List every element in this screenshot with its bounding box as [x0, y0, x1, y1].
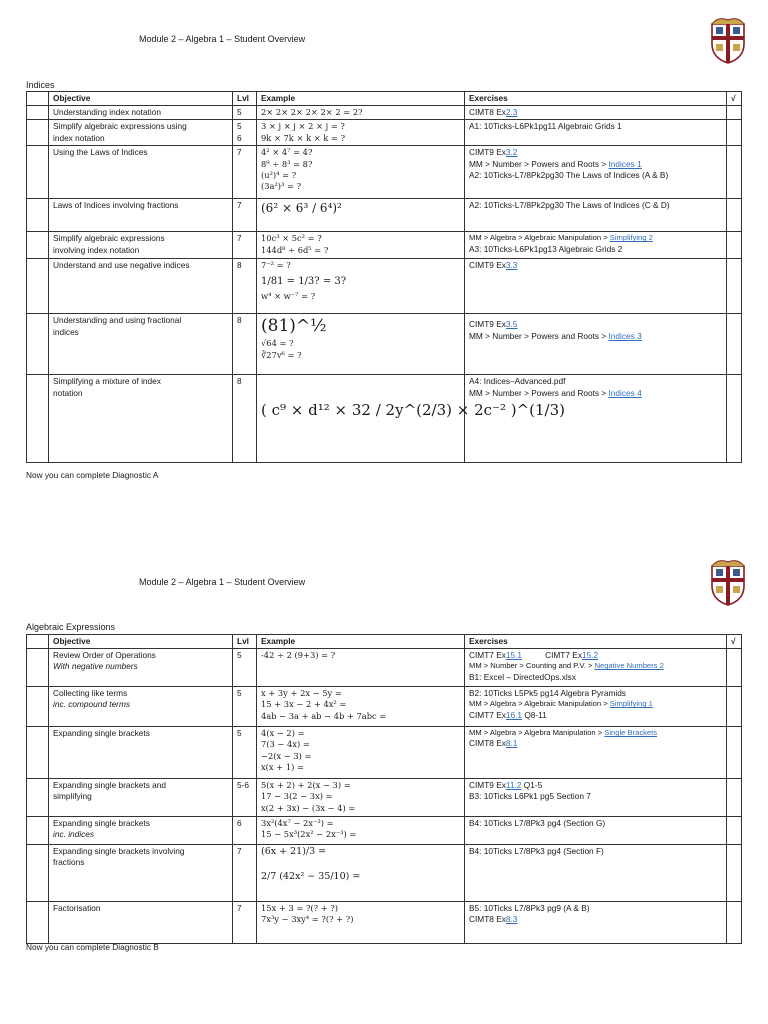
exercises-cell: B2: 10Ticks L5Pk5 pg14 Algebra Pyramids MM > Algebra > Algebraic Manipulation > Simplifying 1 CIMT7 Ex16.1 Q8-11 — [465, 687, 727, 727]
table-row — [27, 845, 742, 902]
level-cell: 8 — [233, 259, 257, 314]
example-cell: 4² × 4⁷ = 4? 8⁹ ÷ 8³ = 8? (u²)⁴ = ? (3a²)³ = ? — [257, 146, 465, 199]
exercise-link[interactable]: Negative Numbers 2 — [594, 661, 664, 671]
table-row — [27, 199, 742, 232]
exercise-link[interactable]: 15.1 — [505, 650, 523, 661]
exercises-cell: CIMT8 Ex2.3 — [465, 106, 727, 120]
exercises-cell: CIMT9 Ex3.5 MM > Number > Powers and Roots > Indices 3 — [465, 314, 727, 375]
example-cell: (6x + 21)/3 = 2/7 (42x² − 35/10) = — [257, 845, 465, 902]
level-cell: 7 — [233, 232, 257, 259]
level-cell: 8 — [233, 314, 257, 375]
example-cell: 3x²(4x⁷ − 2x⁻³) = 15 − 5x³(2x² − 2x⁻³) = — [257, 817, 465, 845]
exercises-cell: CIMT9 Ex3.3 — [465, 259, 727, 314]
exercise-link[interactable]: 16.1 — [505, 709, 523, 720]
exercises-cell: A4: Indices–Advanced.pdf MM > Number > Powers and Roots > Indices 4 — [465, 375, 727, 463]
objective-cell: Factorisation — [49, 902, 233, 944]
table-row — [27, 649, 742, 687]
exercise-link[interactable]: 8.3 — [505, 914, 518, 925]
tick-cell[interactable] — [727, 817, 742, 845]
tick-cell[interactable] — [727, 199, 742, 232]
level-cell: 7 — [233, 146, 257, 199]
tick-cell[interactable] — [727, 120, 742, 146]
column-header-exercises: Exercises — [465, 92, 727, 106]
exercise-link[interactable]: Simplifying 2 — [609, 233, 653, 243]
objective-cell: Understanding and using fractional indices — [49, 314, 233, 375]
exercise-link[interactable]: 11.2 — [505, 780, 522, 791]
table-row — [27, 902, 742, 944]
example-cell: 2× 2× 2× 2× 2× 2 = 2? — [257, 106, 465, 120]
example-cell: 4(x − 2) = 7(3 − 4x) = −2(x − 3) = x(x + 1) = — [257, 727, 465, 779]
table-row — [27, 687, 742, 727]
objective-cell: Expanding single brackets inc. indices — [49, 817, 233, 845]
level-cell: 7 — [233, 199, 257, 232]
example-cell: (6² × 6³ / 6⁴)² — [257, 199, 465, 232]
level-cell: 5 — [233, 727, 257, 779]
objective-cell: Simplifying a mixture of index notation — [49, 375, 233, 463]
tick-cell[interactable] — [727, 687, 742, 727]
table-header-row — [27, 635, 742, 649]
table-row — [27, 232, 742, 259]
objective-cell: Understanding index notation — [49, 106, 233, 120]
exercise-link[interactable]: 2.3 — [505, 107, 518, 118]
objective-cell: Expanding single brackets — [49, 727, 233, 779]
level-cell: 7 — [233, 902, 257, 944]
example-cell: (81)^½ √64 = ? ∛27v⁶ = ? — [257, 314, 465, 375]
level-cell: 8 — [233, 375, 257, 463]
objective-cell: Understand and use negative indices — [49, 259, 233, 314]
exercises-cell: MM > Algebra > Algebra Manipulation > Single Brackets CIMT8 Ex8.1 — [465, 727, 727, 779]
exercise-link[interactable]: 3.2 — [505, 147, 518, 158]
tick-cell[interactable] — [727, 232, 742, 259]
objective-cell: Expanding single brackets involving fractions — [49, 845, 233, 902]
column-header-tick: √ — [727, 635, 742, 649]
example-cell: -42 ÷ 2 (9+3) = ? — [257, 649, 465, 687]
level-cell: 5 — [233, 687, 257, 727]
example-cell: 5(x + 2) + 2(x − 3) = 17 − 3(2 − 3x) = x(2 + 3x) − (3x − 4) = — [257, 779, 465, 817]
exercises-cell: CIMT9 Ex11.2 Q1-5 B3: 10Ticks L6Pk1 pg5 Section 7 — [465, 779, 727, 817]
tick-cell[interactable] — [727, 314, 742, 375]
exercises-cell: B4: 10Ticks L7/8Pk3 pg4 (Section G) — [465, 817, 727, 845]
exercise-link[interactable]: Indices 1 — [608, 158, 642, 169]
objective-cell: Simplify algebraic expressions involving index notation — [49, 232, 233, 259]
tick-cell[interactable] — [727, 727, 742, 779]
page-title: Module 2 – Algebra 1 – Student Overview — [139, 577, 306, 587]
example-cell: 15x + 3 = ?(? + ?) 7x³y − 3xy⁴ = ?(? + ?) — [257, 902, 465, 944]
objective-cell: Using the Laws of Indices — [49, 146, 233, 199]
school-crest-logo — [708, 14, 748, 64]
exercises-cell: A1: 10Ticks-L6Pk1pg11 Algebraic Grids 1 — [465, 120, 727, 146]
objective-cell: Expanding single brackets and simplifying — [49, 779, 233, 817]
level-cell: 7 — [233, 845, 257, 902]
table-row — [27, 779, 742, 817]
row-number-cell — [27, 92, 49, 106]
table-row — [27, 817, 742, 845]
example-cell: x + 3y + 2x − 5y = 15 + 3x − 2 + 4x² = 4ab − 3a + ab − 4b + 7abc = — [257, 687, 465, 727]
exercises-cell: CIMT7 Ex15.1 CIMT7 Ex15.2 MM > Number > Counting and P.V. > Negative Numbers 2 B1: Excel – DirectedOps.xlsx — [465, 649, 727, 687]
table-row — [27, 375, 742, 463]
column-header-objective: Objective — [49, 92, 233, 106]
exercise-link[interactable]: Single Brackets — [604, 728, 658, 738]
table-row — [27, 120, 742, 146]
exercises-cell: B5: 10Ticks L7/8Pk3 pg9 (A & B) CIMT8 Ex8.3 — [465, 902, 727, 944]
table-row — [27, 727, 742, 779]
objective-cell: Simplify algebraic expressions using index notation — [49, 120, 233, 146]
tick-cell[interactable] — [727, 146, 742, 199]
table-row — [27, 314, 742, 375]
exercise-link[interactable]: 3.3 — [505, 260, 518, 271]
column-header-tick: √ — [727, 92, 742, 106]
level-cell: 5 — [233, 649, 257, 687]
exercise-link[interactable]: 3.5 — [505, 319, 518, 330]
example-cell: 3 × j × j × 2 × j = ? 9k × 7k × k × k = ? — [257, 120, 465, 146]
level-cell: 5 6 — [233, 120, 257, 146]
exercise-link[interactable]: Indices 4 — [608, 387, 642, 398]
algebraic-expressions-table — [26, 634, 742, 944]
tick-cell[interactable] — [727, 259, 742, 314]
indices-table — [26, 91, 742, 463]
objective-cell: Collecting like terms inc. compound terms — [49, 687, 233, 727]
exercises-cell: MM > Algebra > Algebraic Manipulation > Simplifying 2 A3: 10Ticks-L6Pk1pg13 Algebraic Grids 2 — [465, 232, 727, 259]
tick-cell[interactable] — [727, 779, 742, 817]
table-row — [27, 106, 742, 120]
column-header-exercises: Exercises — [465, 635, 727, 649]
section-heading-algebraic-expressions: Algebraic Expressions — [26, 622, 116, 632]
table-header-row — [27, 92, 742, 106]
tick-cell[interactable] — [727, 902, 742, 944]
exercise-link[interactable]: Indices 3 — [608, 330, 642, 341]
section-heading-indices: Indices — [26, 80, 55, 90]
diagnostic-note: Now you can complete Diagnostic B — [26, 942, 159, 952]
exercise-link[interactable]: 8.1 — [505, 738, 518, 749]
column-header-lvl: Lvl — [233, 92, 257, 106]
example-cell: 10c³ × 5c² = ? 144d⁸ ÷ 6d⁵ = ? — [257, 232, 465, 259]
level-cell: 6 — [233, 817, 257, 845]
tick-cell[interactable] — [727, 649, 742, 687]
exercise-link[interactable]: Simplifying 1 — [609, 699, 653, 709]
column-header-example: Example — [257, 92, 465, 106]
exercises-cell: A2: 10Ticks-L7/8Pk2pg30 The Laws of Indices (C & D) — [465, 199, 727, 232]
table-row — [27, 259, 742, 314]
objective-cell: Laws of Indices involving fractions — [49, 199, 233, 232]
objective-cell: Review Order of Operations With negative numbers — [49, 649, 233, 687]
example-cell: 7⁻² = ? 1/81 = 1/3? = 3? w⁴ × w⁻⁷ = ? — [257, 259, 465, 314]
table-row — [27, 146, 742, 199]
column-header-objective: Objective — [49, 635, 233, 649]
exercises-cell: B4: 10Ticks L7/8Pk3 pg4 (Section F) — [465, 845, 727, 902]
tick-cell[interactable] — [727, 375, 742, 463]
tick-cell[interactable] — [727, 106, 742, 120]
school-crest-logo — [708, 556, 748, 606]
column-header-example: Example — [257, 635, 465, 649]
example-cell: ( c⁹ × d¹² × 32 / 2y^(2/3) × 2c⁻² )^(1/3) — [257, 375, 465, 463]
tick-cell[interactable] — [727, 845, 742, 902]
page-title: Module 2 – Algebra 1 – Student Overview — [139, 34, 306, 44]
diagnostic-note: Now you can complete Diagnostic A — [26, 470, 159, 480]
column-header-lvl: Lvl — [233, 635, 257, 649]
level-cell: 5 — [233, 106, 257, 120]
exercise-link[interactable]: 15.2 — [581, 650, 599, 661]
exercises-cell: CIMT9 Ex3.2 MM > Number > Powers and Roots > Indices 1 A2: 10Ticks-L7/8Pk2pg30 The Laws of Indices (A & B) — [465, 146, 727, 199]
level-cell: 5-6 — [233, 779, 257, 817]
